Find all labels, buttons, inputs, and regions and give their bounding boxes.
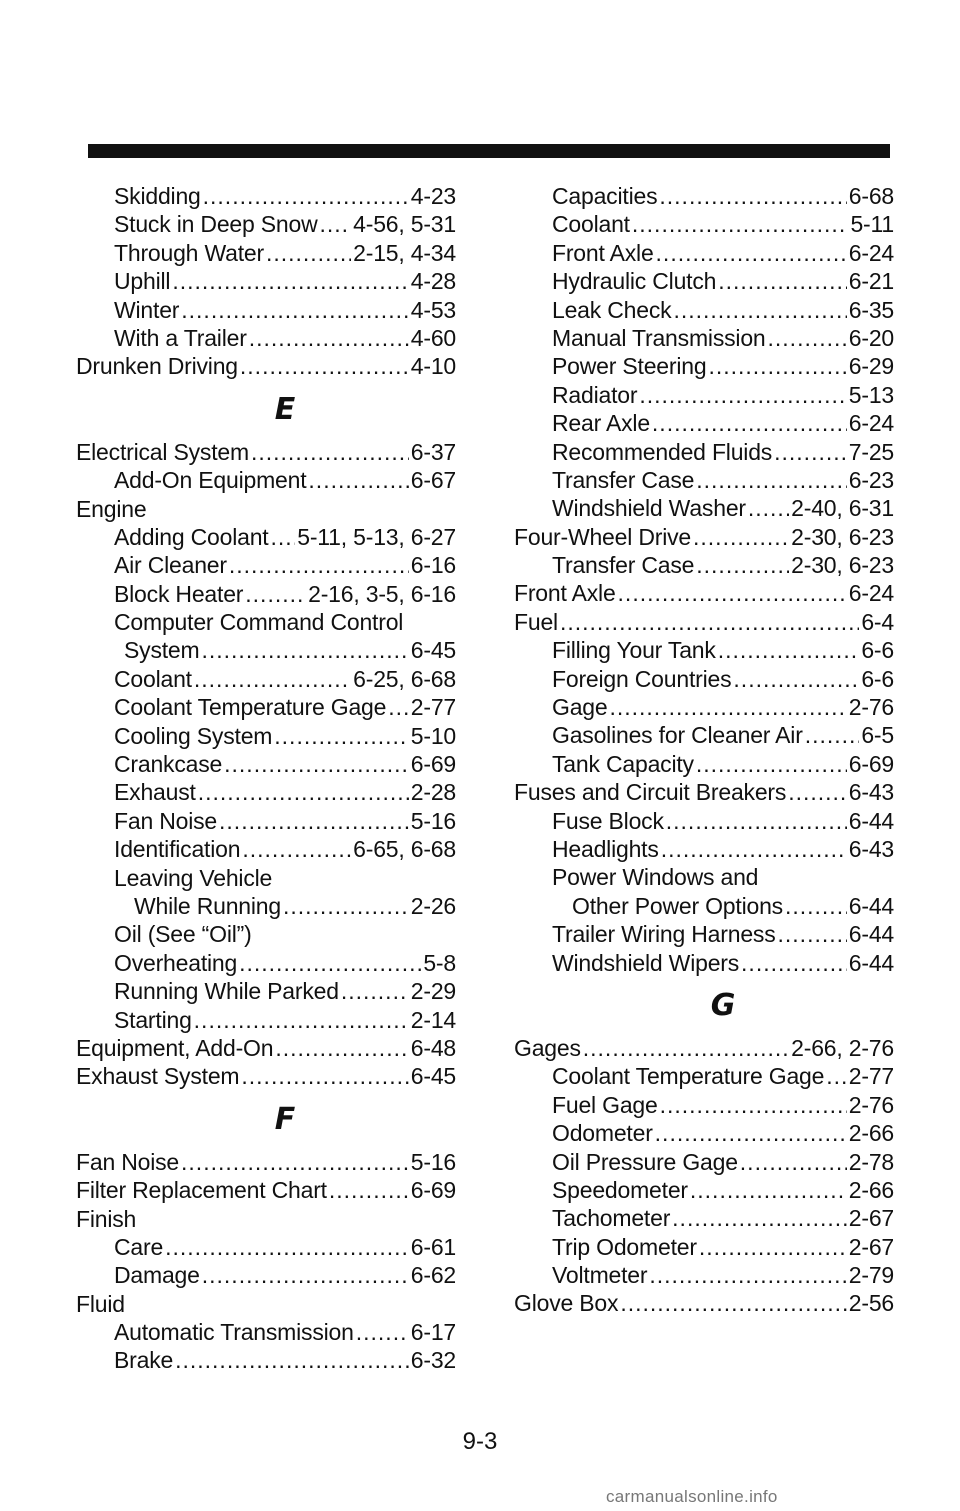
section-letter: F <box>274 1101 296 1137</box>
entry-pages: 2-67 <box>848 1205 894 1232</box>
dot-leader <box>181 1148 409 1176</box>
entry-term: Fuel <box>514 608 558 635</box>
index-entry <box>514 949 894 977</box>
index-entry <box>76 239 456 267</box>
dot-leader <box>696 466 847 494</box>
index-entry <box>514 182 894 210</box>
entry-pages: 6-24 <box>848 239 894 266</box>
index-entry <box>76 665 456 693</box>
index-entry <box>76 1261 456 1289</box>
index-entry <box>514 1261 894 1289</box>
index-entry <box>76 182 456 210</box>
entry-term: Speedometer <box>552 1176 688 1203</box>
index-entry <box>514 296 894 324</box>
dot-leader <box>696 750 847 778</box>
index-entry <box>76 722 456 750</box>
index-entry <box>76 920 456 948</box>
entry-term: Fuel Gage <box>552 1091 658 1118</box>
entry-term: Damage <box>114 1262 200 1289</box>
index-entry <box>514 807 894 835</box>
entry-term: Coolant <box>114 665 192 692</box>
index-entry <box>514 1233 894 1261</box>
dot-leader <box>283 892 409 920</box>
entry-pages: 6-37 <box>410 438 456 465</box>
index-entry <box>76 636 456 664</box>
dot-leader <box>661 835 847 863</box>
index-entry <box>76 580 456 608</box>
entry-pages: 2-14 <box>410 1006 456 1033</box>
entry-term: Fluid <box>76 1290 125 1317</box>
entry-term: Running While Parked <box>114 978 339 1005</box>
entry-term: Transfer Case <box>552 552 695 579</box>
index-entry <box>76 1006 456 1034</box>
entry-term: Transfer Case <box>552 466 695 493</box>
entry-pages: 2-77 <box>410 694 456 721</box>
entry-term: Capacities <box>552 183 658 209</box>
index-entry <box>514 863 894 891</box>
entry-term: Power Windows and <box>552 864 759 891</box>
entry-pages: 2-56 <box>848 1290 894 1317</box>
entry-term: Oil Pressure Gage <box>552 1148 738 1175</box>
entry-term: Add-On Equipment <box>114 467 307 494</box>
dot-leader <box>768 324 847 352</box>
entry-term: Exhaust System <box>76 1063 240 1090</box>
dot-leader <box>659 182 846 210</box>
entry-term: Fuses and Circuit Breakers <box>514 779 787 806</box>
entry-term: Finish <box>76 1205 137 1232</box>
entry-term: Headlights <box>552 835 659 862</box>
entry-pages: 6-23 <box>848 466 894 493</box>
entry-pages: 6-45 <box>410 637 456 664</box>
dot-leader <box>649 1261 846 1289</box>
entry-term: Tachometer <box>552 1205 671 1232</box>
index-entry <box>76 750 456 778</box>
dot-leader <box>356 1318 409 1346</box>
dot-leader <box>656 239 847 267</box>
entry-pages: 4-28 <box>410 268 456 295</box>
entry-term: Block Heater <box>114 580 244 607</box>
index-entry <box>514 352 894 380</box>
index-entry <box>76 1176 456 1204</box>
index-entry <box>514 1062 894 1090</box>
entry-term: Windshield Washer <box>552 495 746 522</box>
index-entry <box>514 324 894 352</box>
dot-leader <box>632 210 849 238</box>
index-entry <box>514 1289 894 1317</box>
entry-pages: 2-16, 3-5, 6-16 <box>308 580 456 607</box>
dot-leader <box>388 693 409 721</box>
entry-term: Gage <box>552 694 608 721</box>
entry-pages: 6-65, 6-68 <box>353 836 456 863</box>
dot-leader <box>618 579 847 607</box>
entry-pages: 6-48 <box>410 1034 456 1061</box>
entry-pages: 5-16 <box>410 1148 456 1175</box>
index-entry <box>76 977 456 1005</box>
entry-pages: 6-32 <box>410 1347 456 1374</box>
entry-pages: 6-20 <box>848 324 894 351</box>
dot-leader <box>194 665 351 693</box>
index-entry <box>76 608 456 636</box>
entry-term: Gages <box>514 1034 581 1061</box>
index-entry <box>514 636 894 664</box>
index-entry <box>76 949 456 977</box>
entry-pages: 6-5 <box>861 722 894 749</box>
entry-term: Through Water <box>114 239 264 266</box>
dot-leader <box>696 551 789 579</box>
entry-pages: 2-77 <box>848 1063 894 1090</box>
index-column-right <box>514 182 894 1318</box>
dot-leader <box>672 1204 847 1232</box>
entry-term: Leak Check <box>552 296 672 323</box>
dot-leader <box>308 466 408 494</box>
index-entry <box>76 551 456 579</box>
dot-leader <box>241 1062 408 1090</box>
page-number: 9-3 <box>462 1428 498 1455</box>
index-entry <box>76 1205 456 1233</box>
entry-term: Electrical System <box>76 438 249 465</box>
index-entry <box>514 835 894 863</box>
entry-pages: 4-56, 5-31 <box>353 211 456 238</box>
index-entry <box>76 693 456 721</box>
index-entry <box>76 1148 456 1176</box>
index-entry <box>76 892 456 920</box>
entry-pages: 2-28 <box>410 779 456 806</box>
entry-term: Skidding <box>114 183 201 209</box>
dot-leader <box>693 523 789 551</box>
entry-pages: 4-23 <box>410 183 456 209</box>
index-entry <box>76 495 456 523</box>
entry-pages: 2-67 <box>848 1233 894 1260</box>
index-entry <box>514 750 894 778</box>
index-entry <box>514 1119 894 1147</box>
entry-term: Trailer Wiring Harness <box>552 921 776 948</box>
index-entry <box>76 1318 456 1346</box>
entry-term: Fuse Block <box>552 807 664 834</box>
entry-term: Drunken Driving <box>76 353 238 380</box>
index-entry <box>514 494 894 522</box>
entry-term: Front Axle <box>514 580 616 607</box>
entry-term: Gasolines for Cleaner Air <box>552 722 803 749</box>
dot-leader <box>194 1006 409 1034</box>
entry-term: Other Power Options <box>572 892 783 919</box>
entry-pages: 2-66, 2-76 <box>791 1034 894 1061</box>
entry-term: Coolant Temperature Gage <box>552 1063 825 1090</box>
entry-term: Filling Your Tank <box>552 637 716 664</box>
dot-leader <box>673 296 846 324</box>
entry-pages: 6-21 <box>848 268 894 295</box>
entry-pages: 2-40, 6-31 <box>791 495 894 522</box>
entry-term: Filter Replacement Chart <box>76 1177 327 1204</box>
index-entry <box>76 210 456 238</box>
entry-pages: 6-35 <box>848 296 894 323</box>
index-entry <box>76 778 456 806</box>
index-entry <box>514 551 894 579</box>
index-entry <box>76 864 456 892</box>
entry-term: Exhaust <box>114 779 196 806</box>
index-entry <box>514 721 894 749</box>
dot-leader <box>181 296 409 324</box>
entry-term: Odometer <box>552 1120 653 1147</box>
dot-leader <box>741 949 847 977</box>
entry-term: Cooling System <box>114 722 273 749</box>
dot-leader <box>242 835 351 863</box>
dot-leader <box>341 977 409 1005</box>
dot-leader <box>275 1034 408 1062</box>
index-entry <box>76 1290 456 1318</box>
index-entry <box>514 438 894 466</box>
entry-term: Windshield Wipers <box>552 949 740 976</box>
entry-term: With a Trailer <box>114 324 247 351</box>
entry-term: Care <box>114 1233 164 1260</box>
dot-leader <box>583 1034 789 1062</box>
index-entry <box>76 807 456 835</box>
entry-term: Uphill <box>114 268 171 295</box>
entry-term: Glove Box <box>514 1290 619 1317</box>
dot-leader <box>198 778 409 806</box>
entry-term: Identification <box>114 836 241 863</box>
entry-term: Computer Command Control <box>114 609 404 636</box>
entry-term: Fan Noise <box>114 807 218 834</box>
index-entry <box>76 1233 456 1261</box>
section-letter: E <box>274 391 296 427</box>
index-entry <box>514 466 894 494</box>
dot-leader <box>245 580 306 608</box>
entry-pages: 6-69 <box>410 751 456 778</box>
entry-pages: 6-24 <box>848 580 894 607</box>
index-entry <box>514 409 894 437</box>
entry-pages: 6-44 <box>848 921 894 948</box>
entry-pages: 2-30, 6-23 <box>791 552 894 579</box>
index-entry <box>76 296 456 324</box>
entry-pages: 6-69 <box>410 1177 456 1204</box>
index-entry <box>76 466 456 494</box>
section-letter: G <box>710 987 736 1023</box>
entry-pages: 5-11 <box>850 211 894 238</box>
entry-pages: 6-44 <box>848 892 894 919</box>
entry-term: Engine <box>76 495 147 522</box>
entry-term: Four-Wheel Drive <box>514 523 692 550</box>
entry-term: Stuck in Deep Snow <box>114 211 318 238</box>
entry-pages: 2-26 <box>410 892 456 919</box>
dot-leader <box>219 807 409 835</box>
dot-leader <box>202 1261 409 1289</box>
dot-leader <box>239 949 421 977</box>
index-entry <box>514 1148 894 1176</box>
entry-pages: 7-25 <box>848 438 894 465</box>
entry-pages: 2-30, 6-23 <box>791 523 894 550</box>
entry-pages: 6-67 <box>410 467 456 494</box>
entry-pages: 5-8 <box>423 949 456 976</box>
dot-leader <box>655 1119 847 1147</box>
entry-term: Power Steering <box>552 353 707 380</box>
entry-pages: 2-66 <box>848 1120 894 1147</box>
entry-pages: 4-53 <box>410 296 456 323</box>
dot-leader <box>560 608 859 636</box>
index-column-left <box>76 182 456 1375</box>
index-entry <box>514 892 894 920</box>
entry-pages: 5-16 <box>410 807 456 834</box>
index-entry <box>514 1176 894 1204</box>
dot-leader <box>249 324 409 352</box>
entry-pages: 6-43 <box>848 779 894 806</box>
entry-term: While Running <box>134 892 281 919</box>
index-entry <box>514 523 894 551</box>
entry-term: Fan Noise <box>76 1148 180 1175</box>
dot-leader <box>778 920 847 948</box>
entry-term: Rear Axle <box>552 410 650 437</box>
index-entry <box>514 210 894 238</box>
dot-leader <box>329 1176 409 1204</box>
entry-pages: 6-61 <box>410 1233 456 1260</box>
entry-pages: 6-4 <box>861 608 894 635</box>
entry-pages: 6-25, 6-68 <box>353 665 456 692</box>
entry-term: Winter <box>114 296 180 323</box>
dot-leader <box>733 665 859 693</box>
entry-pages: 2-15, 4-34 <box>353 239 456 266</box>
entry-pages: 6-6 <box>861 665 894 692</box>
dot-leader <box>785 892 847 920</box>
index-entry <box>514 665 894 693</box>
index-entry <box>76 267 456 295</box>
index-entry <box>514 778 894 806</box>
entry-term: Equipment, Add-On <box>76 1034 274 1061</box>
dot-leader <box>708 352 846 380</box>
entry-pages: 6-6 <box>861 637 894 664</box>
entry-pages: 6-68 <box>848 183 894 209</box>
entry-term: Leaving Vehicle <box>114 864 273 891</box>
index-entry <box>76 835 456 863</box>
index-entry <box>514 920 894 948</box>
index-entry <box>514 608 894 636</box>
index-entry <box>514 693 894 721</box>
dot-leader <box>274 722 408 750</box>
entry-pages: 6-43 <box>848 835 894 862</box>
index-entry <box>76 352 456 380</box>
entry-term: Front Axle <box>552 239 654 266</box>
entry-term: Brake <box>114 1347 174 1374</box>
dot-leader <box>172 267 408 295</box>
index-entry <box>76 1346 456 1374</box>
entry-term: Automatic Transmission <box>114 1319 354 1346</box>
dot-leader <box>699 1233 847 1261</box>
dot-leader <box>320 210 352 238</box>
entry-term: Starting <box>114 1006 192 1033</box>
entry-pages: 6-29 <box>848 353 894 380</box>
dot-leader <box>620 1289 846 1317</box>
entry-pages: 6-16 <box>410 552 456 579</box>
dot-leader <box>718 636 860 664</box>
entry-pages: 6-69 <box>848 750 894 777</box>
index-entry <box>76 523 456 551</box>
dot-leader <box>774 438 847 466</box>
entry-term: Tank Capacity <box>552 750 694 777</box>
dot-leader <box>251 438 409 466</box>
dot-leader <box>175 1346 409 1374</box>
dot-leader <box>666 807 847 835</box>
entry-pages: 6-45 <box>410 1063 456 1090</box>
index-entry <box>514 1034 894 1062</box>
entry-term: Adding Coolant <box>114 523 269 550</box>
entry-term: Foreign Countries <box>552 665 732 692</box>
entry-pages: 2-76 <box>848 694 894 721</box>
entry-pages: 5-10 <box>410 722 456 749</box>
entry-term: Voltmeter <box>552 1262 648 1289</box>
index-entry <box>514 579 894 607</box>
dot-leader <box>652 409 847 437</box>
entry-term: System <box>124 637 200 664</box>
entry-pages: 2-76 <box>848 1091 894 1118</box>
dot-leader <box>748 494 789 522</box>
index-entry <box>76 438 456 466</box>
dot-leader <box>240 352 409 380</box>
entry-term: Oil (See “Oil”) <box>114 921 252 948</box>
index-entry <box>514 1091 894 1119</box>
entry-pages: 5-13 <box>848 381 894 408</box>
dot-leader <box>826 1062 847 1090</box>
index-entry <box>514 267 894 295</box>
entry-term: Trip Odometer <box>552 1233 697 1260</box>
entry-pages: 6-44 <box>848 807 894 834</box>
entry-term: Overheating <box>114 949 238 976</box>
dot-leader <box>805 721 860 749</box>
dot-leader <box>660 1091 847 1119</box>
dot-leader <box>718 267 847 295</box>
dot-leader <box>266 239 351 267</box>
entry-pages: 4-10 <box>410 353 456 380</box>
entry-pages: 6-62 <box>410 1262 456 1289</box>
entry-pages: 5-11, 5-13, 6-27 <box>297 523 456 550</box>
entry-term: Recommended Fluids <box>552 438 773 465</box>
index-entry <box>76 1062 456 1090</box>
entry-pages: 2-79 <box>848 1262 894 1289</box>
entry-term: Hydraulic Clutch <box>552 268 717 295</box>
entry-pages: 4-60 <box>410 324 456 351</box>
entry-term: Crankcase <box>114 751 223 778</box>
entry-term: Coolant <box>552 211 630 238</box>
dot-leader <box>270 523 295 551</box>
entry-term: Air Cleaner <box>114 552 227 579</box>
entry-pages: 2-29 <box>410 978 456 1005</box>
index-entry <box>514 239 894 267</box>
entry-term: Radiator <box>552 381 638 408</box>
entry-pages: 6-17 <box>410 1319 456 1346</box>
entry-pages: 6-24 <box>848 410 894 437</box>
index-entry <box>514 1204 894 1232</box>
index-entry <box>76 1034 456 1062</box>
entry-pages: 6-44 <box>848 949 894 976</box>
dot-leader <box>203 182 409 210</box>
entry-term: Manual Transmission <box>552 324 766 351</box>
dot-leader <box>690 1176 847 1204</box>
index-entry <box>514 381 894 409</box>
dot-leader <box>165 1233 409 1261</box>
dot-leader <box>740 1148 847 1176</box>
top-rule <box>88 144 890 158</box>
dot-leader <box>201 636 408 664</box>
dot-leader <box>639 381 846 409</box>
dot-leader <box>788 778 847 806</box>
watermark: carmanualsonline.info <box>606 1487 778 1506</box>
dot-leader <box>609 693 846 721</box>
entry-term: Coolant Temperature Gage <box>114 694 387 721</box>
dot-leader <box>224 750 409 778</box>
dot-leader <box>229 551 409 579</box>
entry-pages: 2-78 <box>848 1148 894 1175</box>
entry-pages: 2-66 <box>848 1176 894 1203</box>
index-entry <box>76 324 456 352</box>
